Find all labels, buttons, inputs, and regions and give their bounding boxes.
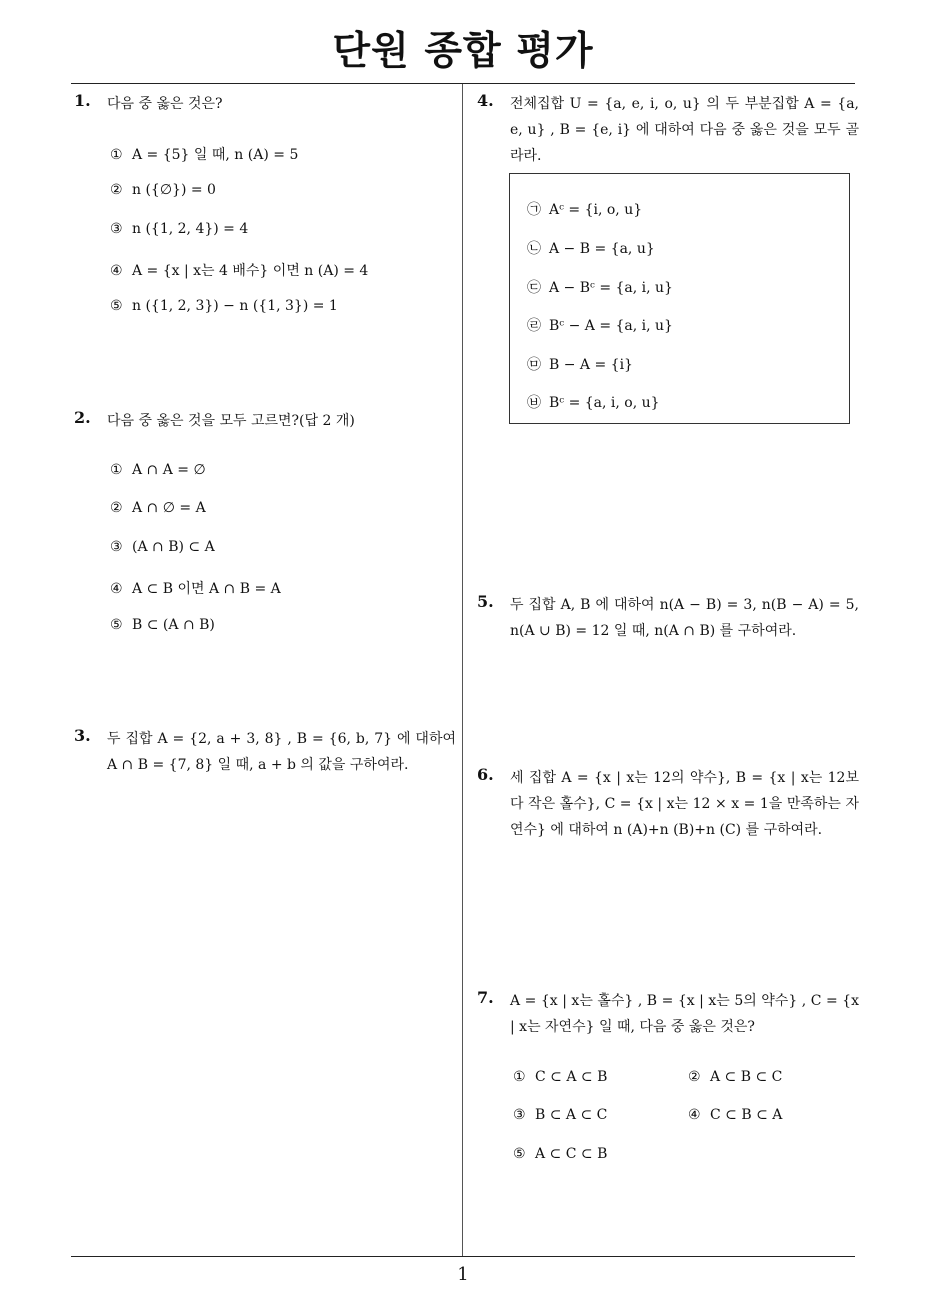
column-divider (462, 84, 463, 1256)
question-5 (477, 592, 859, 644)
statement-item[interactable]: ㉣ Bᶜ − A = {a, i, u} (527, 318, 673, 334)
statement-text: A − B = {a, u} (549, 241, 655, 257)
statement-item[interactable]: ㉤ B − A = {i} (527, 357, 633, 373)
question-stem: A = {x | x는 홀수} , B = {x | x는 5의 약수} , C = {x | x는 자연수} 일 때, 다음 중 옳은 것은? (510, 993, 859, 1035)
question-number: 4. (477, 91, 494, 110)
choice-text: n ({∅}) = 0 (132, 182, 216, 198)
page-number: 1 (457, 1264, 469, 1285)
question-stem: 다음 중 옳은 것은? (107, 96, 223, 112)
choice-1[interactable]: ① A ∩ A = ∅ (110, 462, 206, 478)
page-title: 단원 종합 평가 (332, 29, 594, 74)
question-number: 3. (74, 726, 91, 745)
question-2 (74, 408, 456, 434)
statement-item[interactable]: ㉢ A − Bᶜ = {a, i, u} (527, 280, 673, 296)
choice-text: n ({1, 2, 3}) − n ({1, 3}) = 1 (132, 298, 338, 314)
question-7 (477, 988, 859, 1040)
statement-item[interactable]: ㉡ A − B = {a, u} (527, 241, 655, 257)
choice-text: B ⊂ A ⊂ C (535, 1107, 608, 1123)
statement-item[interactable]: ㉥ Bᶜ = {a, i, o, u} (527, 395, 660, 411)
question-stem: 두 집합 A, B 에 대하여 n(A − B) = 3, n(B − A) = 5, n(A ∪ B) = 12 일 때, n(A ∩ B) 를 구하여라. (510, 597, 859, 639)
question-6 (477, 765, 859, 843)
question-3 (74, 726, 456, 778)
question-1 (74, 91, 456, 117)
choice-text: A ∩ A = ∅ (132, 462, 206, 478)
question-4 (477, 91, 859, 169)
choice-4[interactable]: ④ C ⊂ B ⊂ A (688, 1107, 783, 1123)
statement-text: Bᶜ − A = {a, i, u} (549, 318, 673, 334)
choice-1[interactable]: ① C ⊂ A ⊂ B (513, 1069, 608, 1085)
choice-3[interactable]: ③ B ⊂ A ⊂ C (513, 1107, 608, 1123)
choice-3[interactable]: ③ n ({1, 2, 4}) = 4 (110, 221, 249, 237)
statement-text: Bᶜ = {a, i, o, u} (549, 395, 660, 411)
bottom-rule (71, 1256, 855, 1257)
question-number: 6. (477, 765, 494, 784)
choice-2[interactable]: ② A ∩ ∅ = A (110, 500, 206, 516)
statement-box (509, 173, 850, 424)
choice-text: A ⊂ B ⊂ C (710, 1069, 783, 1085)
statement-text: A − Bᶜ = {a, i, u} (549, 280, 673, 296)
choice-text: C ⊂ B ⊂ A (710, 1107, 783, 1123)
choice-text: A ∩ ∅ = A (132, 500, 206, 516)
choice-text: A = {x | x는 4 배수} 이면 n (A) = 4 (132, 263, 369, 279)
question-stem: 세 집합 A = {x | x는 12의 약수}, B = {x | x는 12보다 작은 홀수}, C = {x | x는 12 × x = 1을 만족하는 자연수} 에 대하여 n (A)+n (B)+n (C) 를 구하여라. (510, 770, 859, 838)
question-number: 2. (74, 408, 91, 427)
choice-text: B ⊂ (A ∩ B) (132, 617, 215, 633)
choice-5[interactable]: ⑤ n ({1, 2, 3}) − n ({1, 3}) = 1 (110, 298, 338, 314)
top-rule (71, 83, 855, 84)
question-number: 5. (477, 592, 494, 611)
choice-text: A = {5} 일 때, n (A) = 5 (132, 147, 299, 163)
choice-4[interactable]: ④ A ⊂ B 이면 A ∩ B = A (110, 581, 281, 597)
question-stem: 두 집합 A = {2, a + 3, 8} , B = {6, b, 7} 에 대하여 A ∩ B = {7, 8} 일 때, a + b 의 값을 구하여라. (107, 731, 456, 773)
question-number: 1. (74, 91, 91, 110)
question-stem: 전체집합 U = {a, e, i, o, u} 의 두 부분집합 A = {a, e, u} , B = {e, i} 에 대하여 다음 중 옳은 것을 모두 골라라. (510, 96, 859, 164)
choice-text: C ⊂ A ⊂ B (535, 1069, 608, 1085)
choice-2[interactable]: ② n ({∅}) = 0 (110, 182, 216, 198)
statement-text: Aᶜ = {i, o, u} (549, 202, 643, 218)
choice-5[interactable]: ⑤ A ⊂ C ⊂ B (513, 1146, 608, 1162)
choice-text: (A ∩ B) ⊂ A (132, 539, 215, 555)
choice-text: A ⊂ B 이면 A ∩ B = A (132, 581, 281, 597)
choice-2[interactable]: ② A ⊂ B ⊂ C (688, 1069, 783, 1085)
choice-5[interactable]: ⑤ B ⊂ (A ∩ B) (110, 617, 215, 633)
statement-item[interactable]: ㉠ Aᶜ = {i, o, u} (527, 202, 643, 218)
choice-text: n ({1, 2, 4}) = 4 (132, 221, 249, 237)
choice-1[interactable]: ① A = {5} 일 때, n (A) = 5 (110, 147, 299, 163)
choice-text: A ⊂ C ⊂ B (535, 1146, 608, 1162)
question-number: 7. (477, 988, 494, 1007)
choice-3[interactable]: ③ (A ∩ B) ⊂ A (110, 539, 215, 555)
question-stem: 다음 중 옳은 것을 모두 고르면?(답 2 개) (107, 413, 355, 429)
statement-text: B − A = {i} (549, 357, 633, 373)
choice-4[interactable]: ④ A = {x | x는 4 배수} 이면 n (A) = 4 (110, 263, 369, 279)
